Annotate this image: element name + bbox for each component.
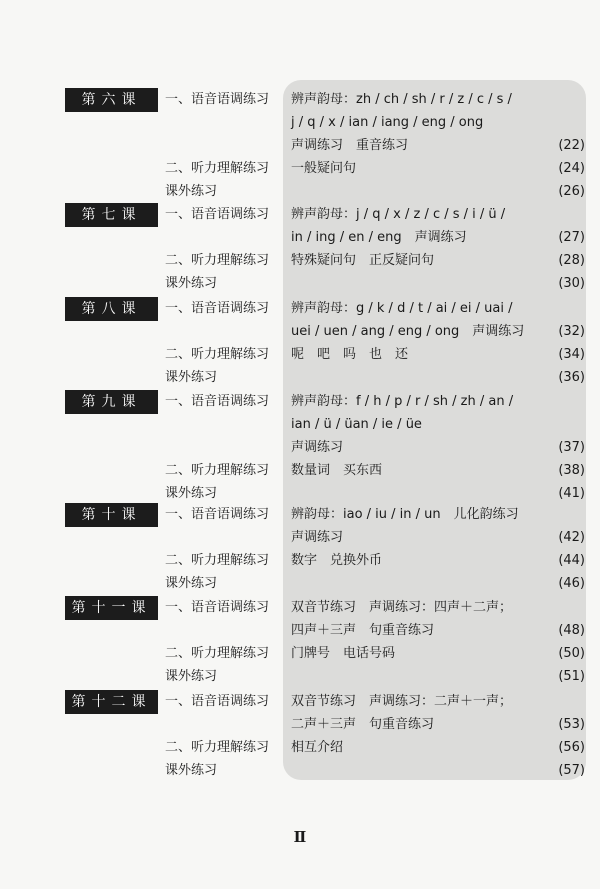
topic-line [291, 272, 585, 295]
toc-row[interactable] [165, 88, 585, 157]
topic-line: 辨声韵母：f / h / p / r / sh / zh / an / [291, 394, 514, 409]
toc-row[interactable] [165, 366, 585, 389]
topic-line: 呢 吧 吗 也 还 [291, 347, 409, 362]
lesson-label: 第六课 [65, 88, 158, 112]
section-title: 课外练习 [165, 276, 218, 291]
lesson-label: 第十课 [65, 503, 158, 527]
topic-line: uei / uen / ang / eng / ong 声调练习 [291, 324, 525, 339]
page-ref: (24) [558, 161, 585, 176]
topic-line: 相互介绍 [291, 740, 344, 755]
section-title: 一、语音语调练习 [165, 507, 270, 522]
toc-row[interactable] [165, 180, 585, 203]
toc-row[interactable] [165, 572, 585, 595]
toc-row[interactable] [165, 157, 585, 180]
toc-row[interactable] [165, 343, 585, 366]
page-ref: (56) [558, 740, 585, 755]
page-ref: (48) [558, 623, 585, 638]
section-title: 二、听力理解练习 [165, 553, 270, 568]
section-title: 二、听力理解练习 [165, 347, 270, 362]
section-title: 一、语音语调练习 [165, 301, 270, 316]
topic-line: 声调练习 [291, 440, 344, 455]
topic-line: in / ing / en / eng 声调练习 [291, 230, 467, 245]
section-title: 课外练习 [165, 763, 218, 778]
toc-row[interactable] [165, 596, 585, 642]
lesson-label: 第十二课 [65, 690, 158, 714]
toc-row[interactable] [165, 249, 585, 272]
topic-line: ian / ü / üan / ie / üe [291, 417, 422, 432]
section-title: 一、语音语调练习 [165, 600, 270, 615]
page-ref: (30) [558, 276, 585, 291]
topic-line: 辨声韵母：g / k / d / t / ai / ei / uai / [291, 301, 513, 316]
topic-line: 辨声韵母：j / q / x / z / c / s / i / ü / [291, 207, 506, 222]
page-ref: (32) [558, 324, 585, 339]
topic-line: j / q / x / ian / iang / eng / ong [291, 115, 484, 130]
topic-line [291, 572, 585, 595]
section-title: 课外练习 [165, 370, 218, 385]
topic-line: 二声＋三声 句重音练习 [291, 717, 435, 732]
page-ref: (27) [558, 230, 585, 245]
page-ref: (28) [558, 253, 585, 268]
page-number: Ⅱ [293, 828, 307, 846]
topic-line: 四声＋三声 句重音练习 [291, 623, 435, 638]
page-ref: (34) [558, 347, 585, 362]
page-ref: (36) [558, 370, 585, 385]
topic-line [291, 482, 585, 505]
section-title: 一、语音语调练习 [165, 394, 270, 409]
toc-row[interactable] [165, 642, 585, 665]
topic-line: 数量词 买东西 [291, 463, 383, 478]
topic-line [291, 366, 585, 389]
topic-line [291, 665, 585, 688]
section-title: 课外练习 [165, 576, 218, 591]
section-title: 二、听力理解练习 [165, 161, 270, 176]
toc-row[interactable] [165, 482, 585, 505]
section-title: 二、听力理解练习 [165, 740, 270, 755]
toc-row[interactable] [165, 549, 585, 572]
toc-row[interactable] [165, 759, 585, 782]
page-ref: (37) [558, 440, 585, 455]
topic-line: 特殊疑问句 正反疑问句 [291, 253, 435, 268]
toc-row[interactable] [165, 690, 585, 736]
topic-line: 声调练习 [291, 530, 344, 545]
lesson-label: 第十一课 [65, 596, 158, 620]
page-ref: (26) [558, 184, 585, 199]
page-ref: (22) [558, 138, 585, 153]
lesson-label: 第八课 [65, 297, 158, 321]
page-ref: (53) [558, 717, 585, 732]
section-title: 课外练习 [165, 184, 218, 199]
toc-row[interactable] [165, 297, 585, 343]
section-title: 二、听力理解练习 [165, 253, 270, 268]
section-title: 二、听力理解练习 [165, 646, 270, 661]
topic-line: 数字 兑换外币 [291, 553, 383, 568]
toc-row[interactable] [165, 736, 585, 759]
lesson-label: 第七课 [65, 203, 158, 227]
topic-line: 双音节练习 声调练习：四声＋二声； [291, 600, 513, 615]
page-ref: (50) [558, 646, 585, 661]
page-ref: (44) [558, 553, 585, 568]
topic-line: 一般疑问句 [291, 161, 357, 176]
topic-line [291, 180, 585, 203]
section-title: 课外练习 [165, 669, 218, 684]
toc-row[interactable] [165, 503, 585, 549]
section-title: 一、语音语调练习 [165, 92, 270, 107]
topic-line: 声调练习 重音练习 [291, 138, 409, 153]
page-ref: (42) [558, 530, 585, 545]
topic-line: 辨韵母：iao / iu / in / un 儿化韵练习 [291, 507, 519, 522]
page-ref: (57) [558, 763, 585, 778]
section-title: 课外练习 [165, 486, 218, 501]
topic-line: 双音节练习 声调练习：二声＋一声； [291, 694, 513, 709]
section-title: 一、语音语调练习 [165, 694, 270, 709]
toc-row[interactable] [165, 390, 585, 459]
page-ref: (41) [558, 486, 585, 501]
toc-row[interactable] [165, 203, 585, 249]
page-ref: (38) [558, 463, 585, 478]
toc-row[interactable] [165, 665, 585, 688]
topic-line: 辨声韵母：zh / ch / sh / r / z / c / s / [291, 92, 512, 107]
topic-line: 门牌号 电话号码 [291, 646, 396, 661]
section-title: 二、听力理解练习 [165, 463, 270, 478]
lesson-label: 第九课 [65, 390, 158, 414]
toc-row[interactable] [165, 272, 585, 295]
page-ref: (51) [558, 669, 585, 684]
page-ref: (46) [558, 576, 585, 591]
toc-row[interactable] [165, 459, 585, 482]
section-title: 一、语音语调练习 [165, 207, 270, 222]
topic-line [291, 759, 585, 782]
